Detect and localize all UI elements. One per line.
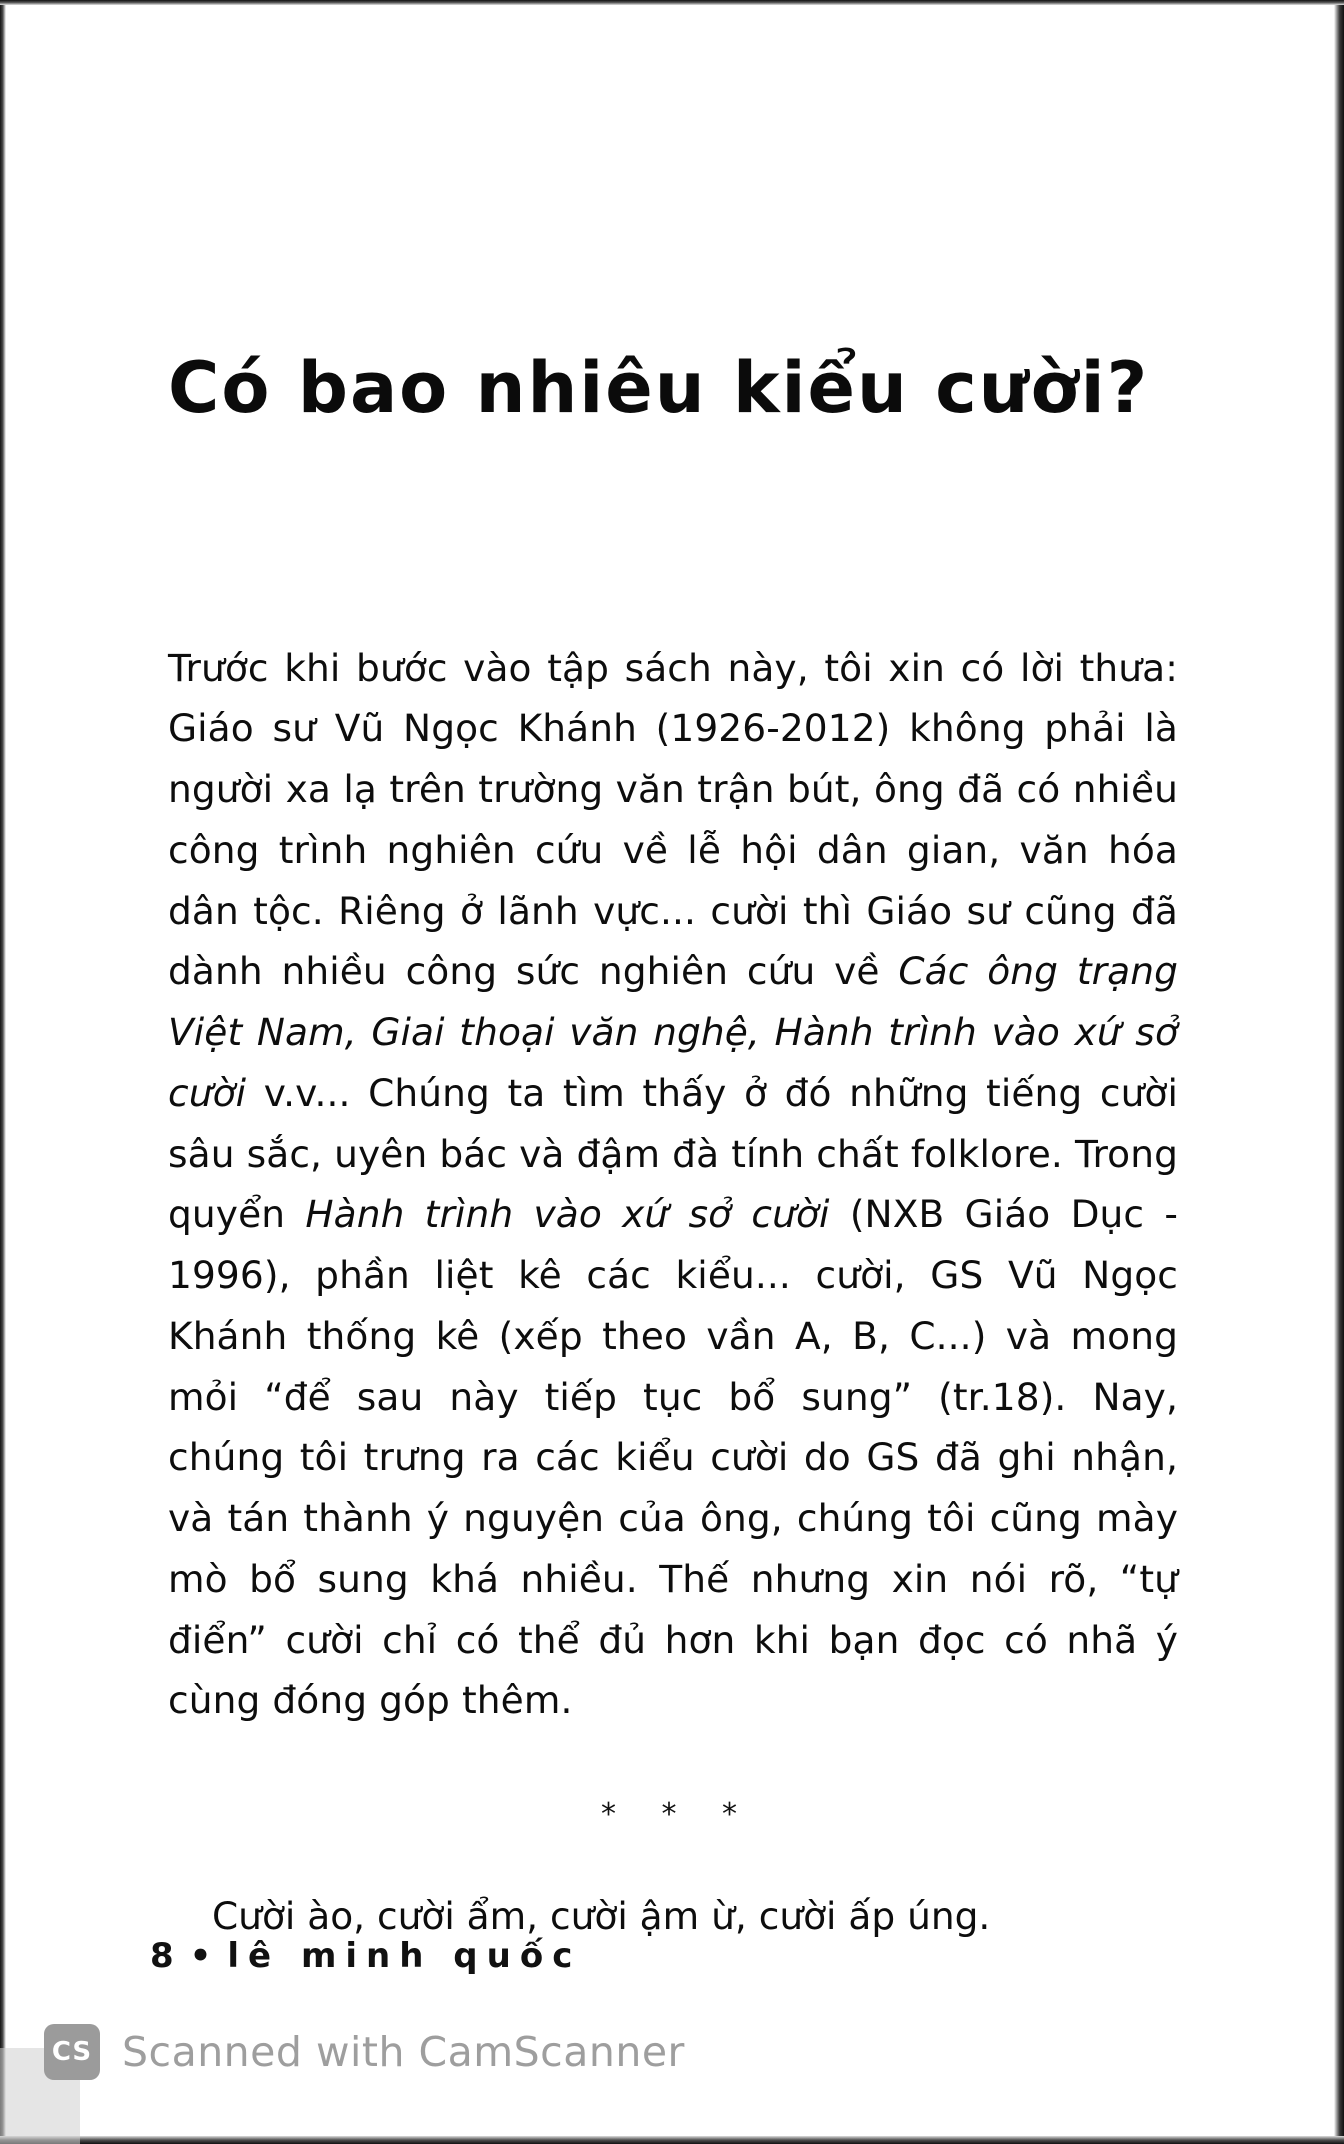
scan-edge-right — [1334, 0, 1344, 2144]
book-titles-italic-1: Các ông trạng Việt Nam, Giai thoại văn nghệ, Hành trình vào xứ sở cười — [168, 949, 1179, 1115]
folio-separator-dot: • — [189, 1936, 214, 1976]
folio-author-name: lê minh quốc — [227, 1936, 582, 1976]
scan-edge-bottom — [0, 2136, 1344, 2144]
chapter-title: Có bao nhiêu kiểu cười? — [168, 347, 1150, 429]
section-divider: * * * — [600, 1797, 756, 1832]
paragraph-part-1: Trước khi bước vào tập sách này, tôi xin có lời thưa: Giáo sư Vũ Ngọc Khánh (1926-2012) không phải là người xa lạ trên trường văn trận bút, ông đã có nhiều công trình nghiên cứu về lễ hội dân gian, văn hóa dân tộc. Riêng ở lãnh vực... cười thì Giáo sư cũng đã dành nhiều công sức nghiên cứu về — [168, 645, 1178, 994]
scan-edge-left — [0, 0, 6, 2144]
page-footer-folio — [150, 1936, 581, 1976]
camscanner-badge-icon: CS — [44, 2024, 100, 2080]
paragraph-part-2: v.v... Chúng ta tìm thấy ở đó những tiếng cười sâu sắc, uyên bác và đậm đà tính chất folklore. Trong quyển — [168, 1070, 1178, 1237]
closing-line: Cười ào, cười ẩm, cười ậm ừ, cười ấp úng. — [212, 1894, 991, 1938]
page-content — [168, 0, 1188, 1946]
camscanner-watermark — [44, 2024, 685, 2080]
paragraph-part-3: (NXB Giáo Dục - 1996), phần liệt kê các kiểu... cười, GS Vũ Ngọc Khánh thống kê (xếp theo vần A, B, C...) và mong mỏi “để sau này tiếp tục bổ sung” (tr.18). Nay, chúng tôi trưng ra các kiểu cười do GS đã ghi nhận, và tán thành ý nguyện của ông, chúng tôi cũng mày mò bổ sung khá nhiều. Thế nhưng xin nói rõ, “tự điển” cười chỉ có thể đủ hơn khi bạn đọc có nhã ý cùng đóng góp thêm. — [168, 1192, 1179, 1723]
book-title-italic-2: Hành trình vào xứ sở cười — [305, 1192, 830, 1237]
page-number: 8 — [150, 1936, 176, 1976]
body-paragraph — [168, 638, 1178, 1732]
camscanner-watermark-text: Scanned with CamScanner — [122, 2028, 685, 2076]
